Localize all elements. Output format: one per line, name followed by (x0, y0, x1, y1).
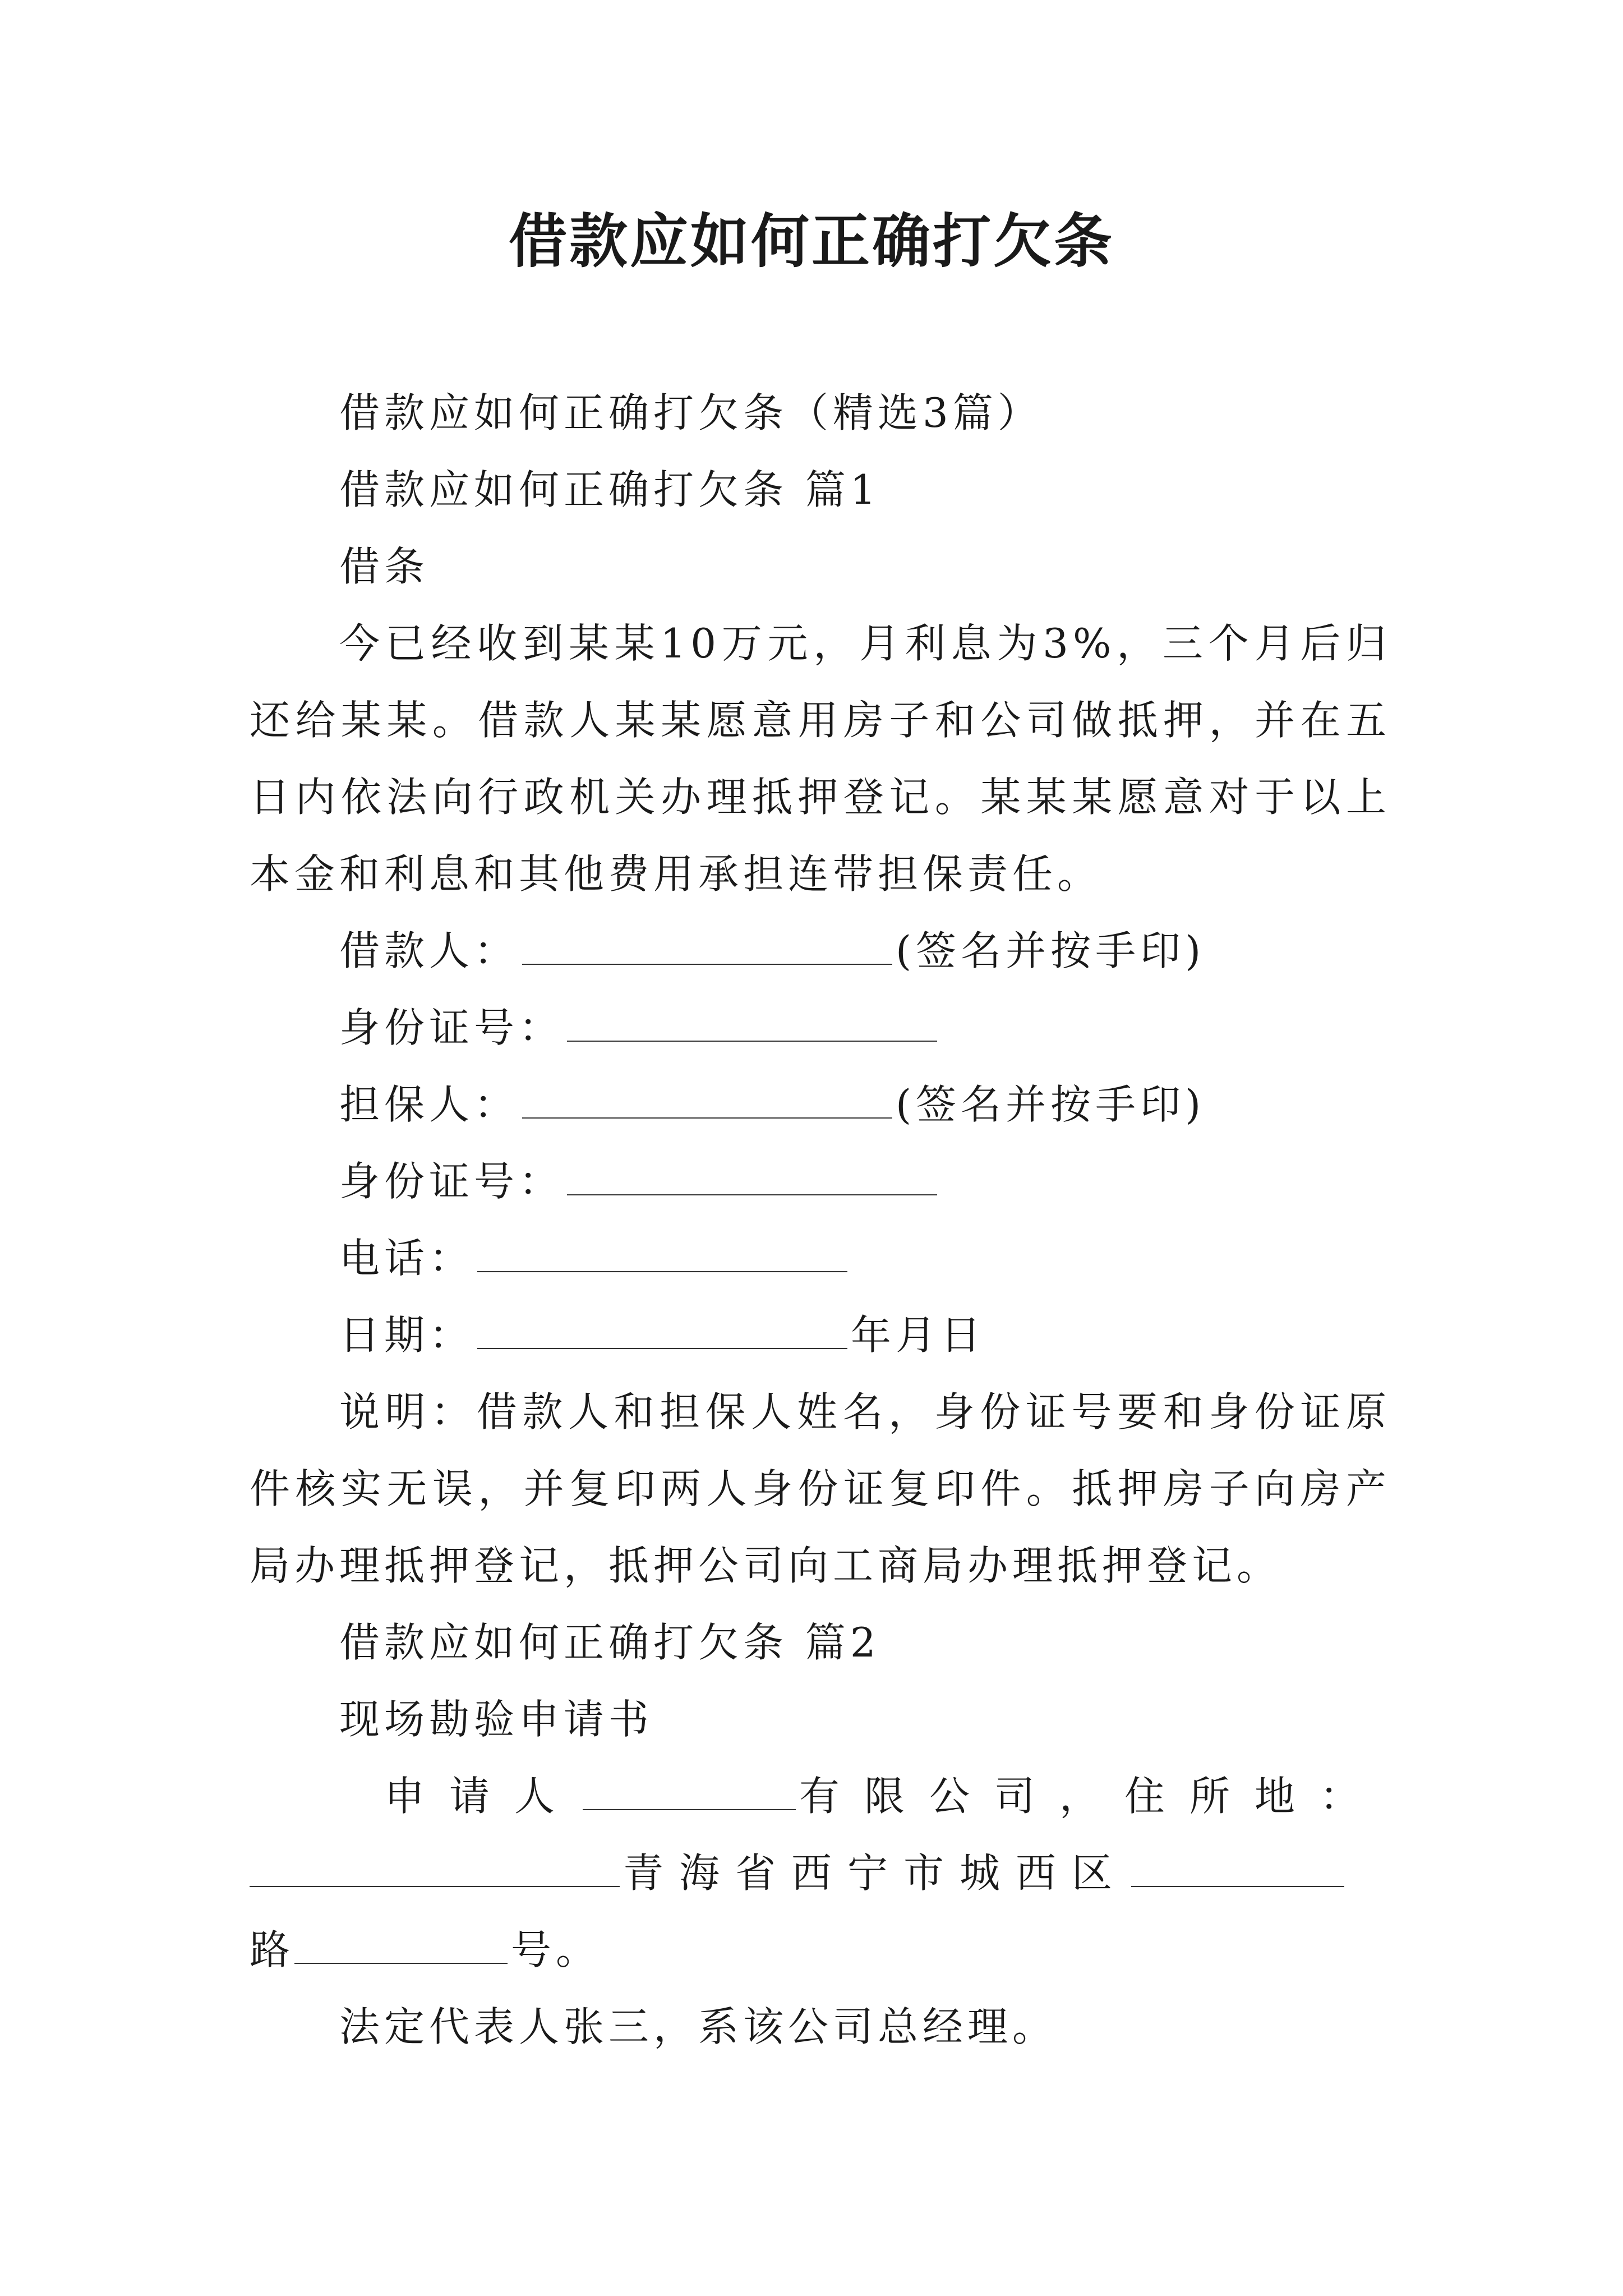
borrower-id-label: 身份证号： (339, 1004, 564, 1051)
address-blank (250, 1852, 620, 1887)
document-body (250, 375, 1391, 2065)
intro-line: 借款应如何正确打欠条（精选3篇） (339, 389, 1043, 436)
guarantor-sign-note: (签名并按手印) (896, 1081, 1206, 1128)
borrower-id-blank (567, 1007, 937, 1042)
borrower-id-line (250, 990, 1391, 1066)
company-suffix: 有限公司，住所地： (799, 1773, 1385, 1820)
borrower-label: 借款人： (339, 927, 519, 974)
phone-line (250, 1220, 1391, 1297)
part2-heading: 借款应如何正确打欠条 篇2 (339, 1619, 880, 1666)
legal-rep-line: 法定代表人张三，系该公司总经理。 (339, 2003, 1058, 2050)
guarantor-id-label: 身份证号： (339, 1158, 564, 1205)
number-blank (294, 1929, 508, 1964)
guarantor-id-blank (567, 1161, 937, 1195)
part1-subtitle: 借条 (339, 543, 430, 590)
borrower-sign-note: (签名并按手印) (896, 927, 1206, 974)
phone-blank (477, 1237, 847, 1272)
number-text: 号。 (511, 1926, 601, 1973)
phone-label: 电话： (339, 1235, 474, 1282)
date-suffix: 年月日 (851, 1312, 986, 1359)
part1-note: 说明：借款人和担保人姓名，身份证号要和身份证原件核实无误，并复印两人身份证复印件。抵押房子向房产局办理抵押登记，抵押公司向工商局办理抵押登记。 (250, 1388, 1391, 1589)
guarantor-label: 担保人： (339, 1081, 519, 1128)
part1-heading: 借款应如何正确打欠条 篇1 (339, 466, 880, 513)
date-label: 日期： (339, 1312, 474, 1359)
part2-subtitle: 现场勘验申请书 (339, 1696, 654, 1743)
applicant-prefix: 申请人 (384, 1773, 580, 1820)
road-blank (1131, 1852, 1344, 1887)
location-text: 青海省西宁市城西区 (623, 1849, 1128, 1897)
borrower-line (250, 913, 1391, 990)
guarantor-line (250, 1066, 1391, 1143)
date-line (250, 1297, 1391, 1374)
date-blank (477, 1314, 847, 1349)
part1-paragraph: 今已经收到某某10万元，月利息为3%，三个月后归还给某某。借款人某某愿意用房子和公司做抵押，并在五日内依法向行政机关办理抵押登记。某某某愿意对于以上本金和利息和其他费用承担连带担保责任。 (250, 620, 1391, 898)
road-text: 路 (250, 1926, 295, 1973)
guarantor-id-line (250, 1143, 1391, 1220)
applicant-paragraph (250, 1758, 1391, 1989)
document-title: 借款应如何正确打欠条 (508, 206, 1114, 275)
borrower-blank (522, 930, 892, 965)
company-blank (583, 1775, 796, 1810)
guarantor-blank (522, 1084, 892, 1119)
